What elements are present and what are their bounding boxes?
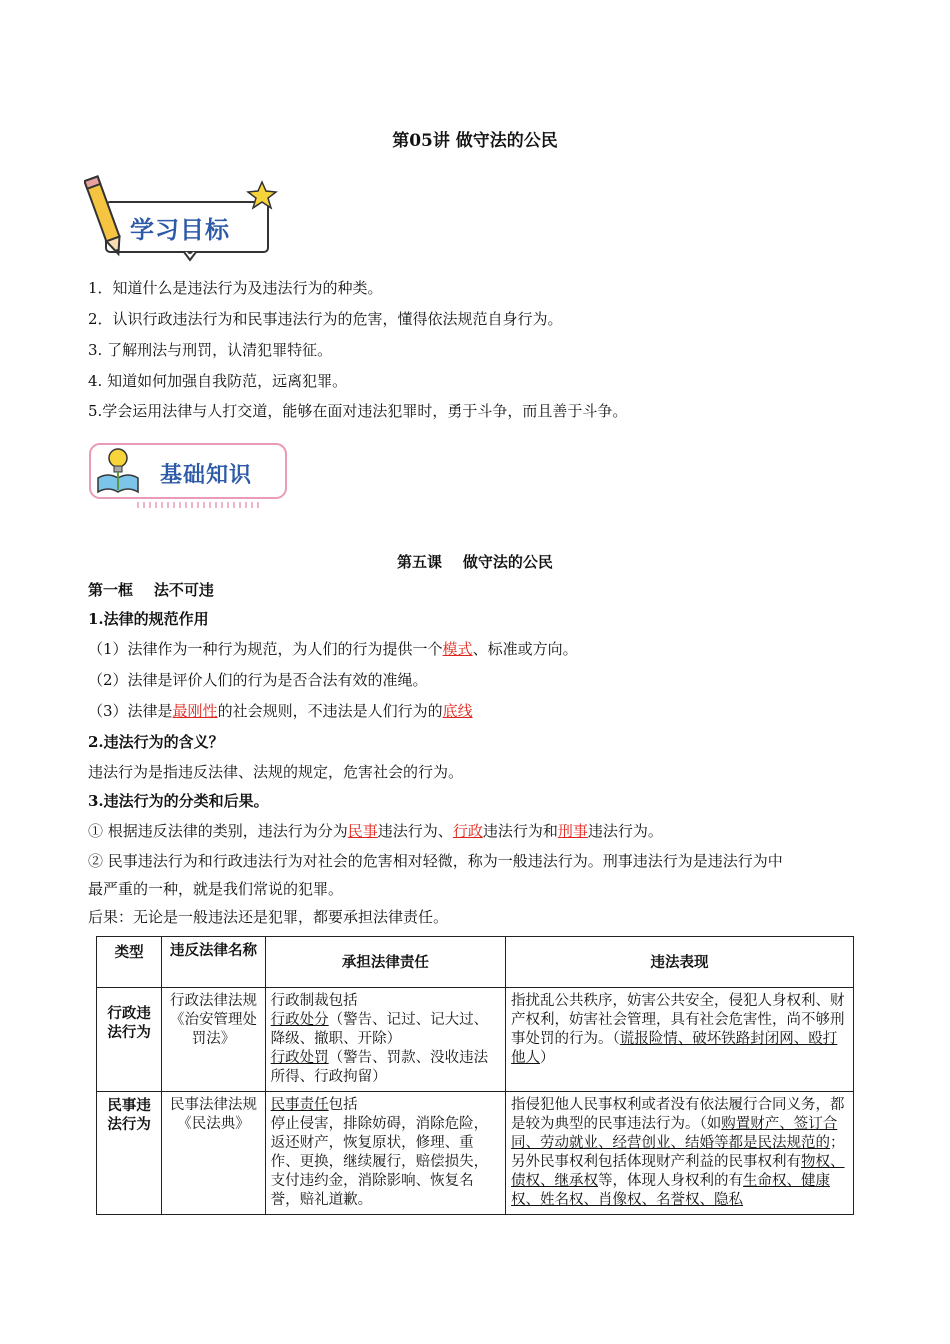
law-cell bbox=[162, 988, 265, 1092]
responsibility-cell bbox=[265, 988, 505, 1092]
text: 违法行为。 bbox=[587, 822, 663, 840]
behavior-cell bbox=[506, 988, 854, 1092]
table-row bbox=[97, 988, 854, 1092]
goal-item: 3. 了解刑法与刑罚，认清犯罪特征。 bbox=[88, 341, 333, 359]
learning-goals-label: 学习目标 bbox=[130, 216, 230, 244]
highlight-text: 民事 bbox=[347, 822, 378, 840]
underlined-text: 生命权、健康权、姓名权、肖像权、名誉权、隐私 bbox=[511, 1173, 831, 1208]
text: （警告、罚款、没收违法所得、行政拘留） bbox=[270, 1050, 489, 1085]
text: ） bbox=[540, 1050, 555, 1066]
text: （警告、记过、记大过、降级、撤职、开除） bbox=[270, 1012, 489, 1047]
paragraph: ② 民事违法行为和行政违法行为对社会的危害相对轻微，称为一般违法行为。刑事违法行为是违法行为中 bbox=[88, 852, 783, 870]
highlight-text: 模式 bbox=[442, 640, 473, 658]
text: 行政制裁包括 bbox=[270, 993, 358, 1009]
basic-knowledge-badge bbox=[88, 438, 292, 510]
highlight-text: 刑事 bbox=[557, 822, 588, 840]
text: 《治安管理处罚法》 bbox=[170, 1012, 258, 1047]
paragraph: 后果：无论是一般违法还是犯罪，都要承担法律责任。 bbox=[88, 908, 449, 926]
table-header: 承担法律责任 bbox=[265, 937, 505, 988]
text: 《民法典》 bbox=[177, 1116, 250, 1132]
text: ；另外民事权利包括体现财产利益的民事权利有 bbox=[511, 1135, 845, 1170]
underlined-text: 物权、债权、继承权 bbox=[511, 1154, 845, 1189]
table-header-row bbox=[97, 937, 854, 988]
underlined-text: 行政处分 bbox=[270, 1012, 329, 1028]
table-row bbox=[97, 1092, 854, 1215]
table-header: 类型 bbox=[97, 937, 162, 988]
basic-knowledge-label: 基础知识 bbox=[160, 463, 253, 488]
lesson-title: 第五课 做守法的公民 bbox=[397, 553, 553, 571]
law-cell bbox=[162, 1092, 265, 1215]
text: （3）法律是 bbox=[88, 702, 173, 720]
behavior-cell bbox=[506, 1092, 854, 1215]
page-title: 第05讲 做守法的公民 bbox=[392, 131, 558, 151]
paragraph bbox=[88, 638, 578, 660]
table-header: 违反法律名称 bbox=[162, 937, 265, 988]
underlined-text: 购置财产、签订合同、劳动就业、经营创业、结婚等都是民法规范的 bbox=[511, 1116, 838, 1151]
section-heading: 2.违法行为的含义？ bbox=[88, 733, 224, 751]
text: 、标准或方向。 bbox=[472, 640, 578, 658]
goal-item: 4. 知道如何加强自我防范，远离犯罪。 bbox=[88, 372, 348, 390]
text: 指侵犯他人民事权利或者没有依法履行合同义务，都是较为典型的民事违法行为。（如 bbox=[511, 1097, 845, 1132]
learning-goals-badge bbox=[84, 172, 284, 264]
text: 违法行为和 bbox=[482, 822, 558, 840]
frame-title: 第一框 法不可违 bbox=[88, 581, 214, 599]
text: 民事违法行为 bbox=[107, 1097, 151, 1133]
goal-item: 2．认识行政违法行为和民事违法行为的危害，懂得依法规范自身行为。 bbox=[88, 310, 563, 328]
paragraph bbox=[88, 700, 473, 722]
text: 违法行为、 bbox=[377, 822, 453, 840]
highlight-text: 最刚性 bbox=[172, 702, 218, 720]
text: 指扰乱公共秩序，妨害公共安全，侵犯人身权利、财产权利，妨害社会管理，具有社会危害性，尚不够刑事处罚的行为。（ bbox=[511, 993, 845, 1047]
type-cell bbox=[97, 1092, 162, 1215]
section-heading: 1.法律的规范作用 bbox=[88, 610, 209, 628]
text: 民事法律法规 bbox=[170, 1097, 258, 1113]
paragraph: 最严重的一种，就是我们常说的犯罪。 bbox=[88, 880, 344, 898]
text: ① 根据违反法律的类别，违法行为分为 bbox=[88, 822, 348, 840]
law-table bbox=[96, 936, 854, 1215]
goal-item: 5.学会运用法律与人打交道，能够在面对违法犯罪时，勇于斗争，而且善于斗争。 bbox=[88, 402, 628, 420]
highlight-text: 行政 bbox=[452, 822, 483, 840]
highlight-text: 底线 bbox=[442, 702, 473, 720]
text: （1）法律作为一种行为规范，为人们的行为提供一个 bbox=[88, 640, 443, 658]
text: 的社会规则，不违法是人们行为的 bbox=[217, 702, 443, 720]
section-heading: 3.违法行为的分类和后果。 bbox=[88, 792, 269, 810]
text: 行政法律法规 bbox=[170, 993, 258, 1009]
text: 停止侵害，排除妨碍，消除危险，返还财产，恢复原状，修理、重作、更换，继续履行，赔偿损失，支付违约金，消除影响、恢复名誉，赔礼道歉。 bbox=[270, 1116, 489, 1208]
text: 包括 bbox=[328, 1097, 358, 1113]
underlined-text: 民事责任 bbox=[270, 1097, 329, 1113]
underlined-text: 谎报险情、破坏铁路封闭网、殴打他人 bbox=[511, 1031, 838, 1066]
goal-item: 1．知道什么是违法行为及违法行为的种类。 bbox=[88, 279, 383, 297]
paragraph: （2）法律是评价人们的行为是否合法有效的准绳。 bbox=[88, 671, 428, 689]
table-header: 违法表现 bbox=[506, 937, 854, 988]
paragraph bbox=[88, 820, 663, 842]
text: 行政违法行为 bbox=[107, 1005, 151, 1041]
responsibility-cell bbox=[265, 1092, 505, 1215]
text: 等，体现人身权利的有 bbox=[598, 1173, 744, 1189]
type-cell bbox=[97, 988, 162, 1092]
underlined-text: 行政处罚 bbox=[270, 1050, 329, 1066]
paragraph: 违法行为是指违反法律、法规的规定，危害社会的行为。 bbox=[88, 763, 464, 781]
